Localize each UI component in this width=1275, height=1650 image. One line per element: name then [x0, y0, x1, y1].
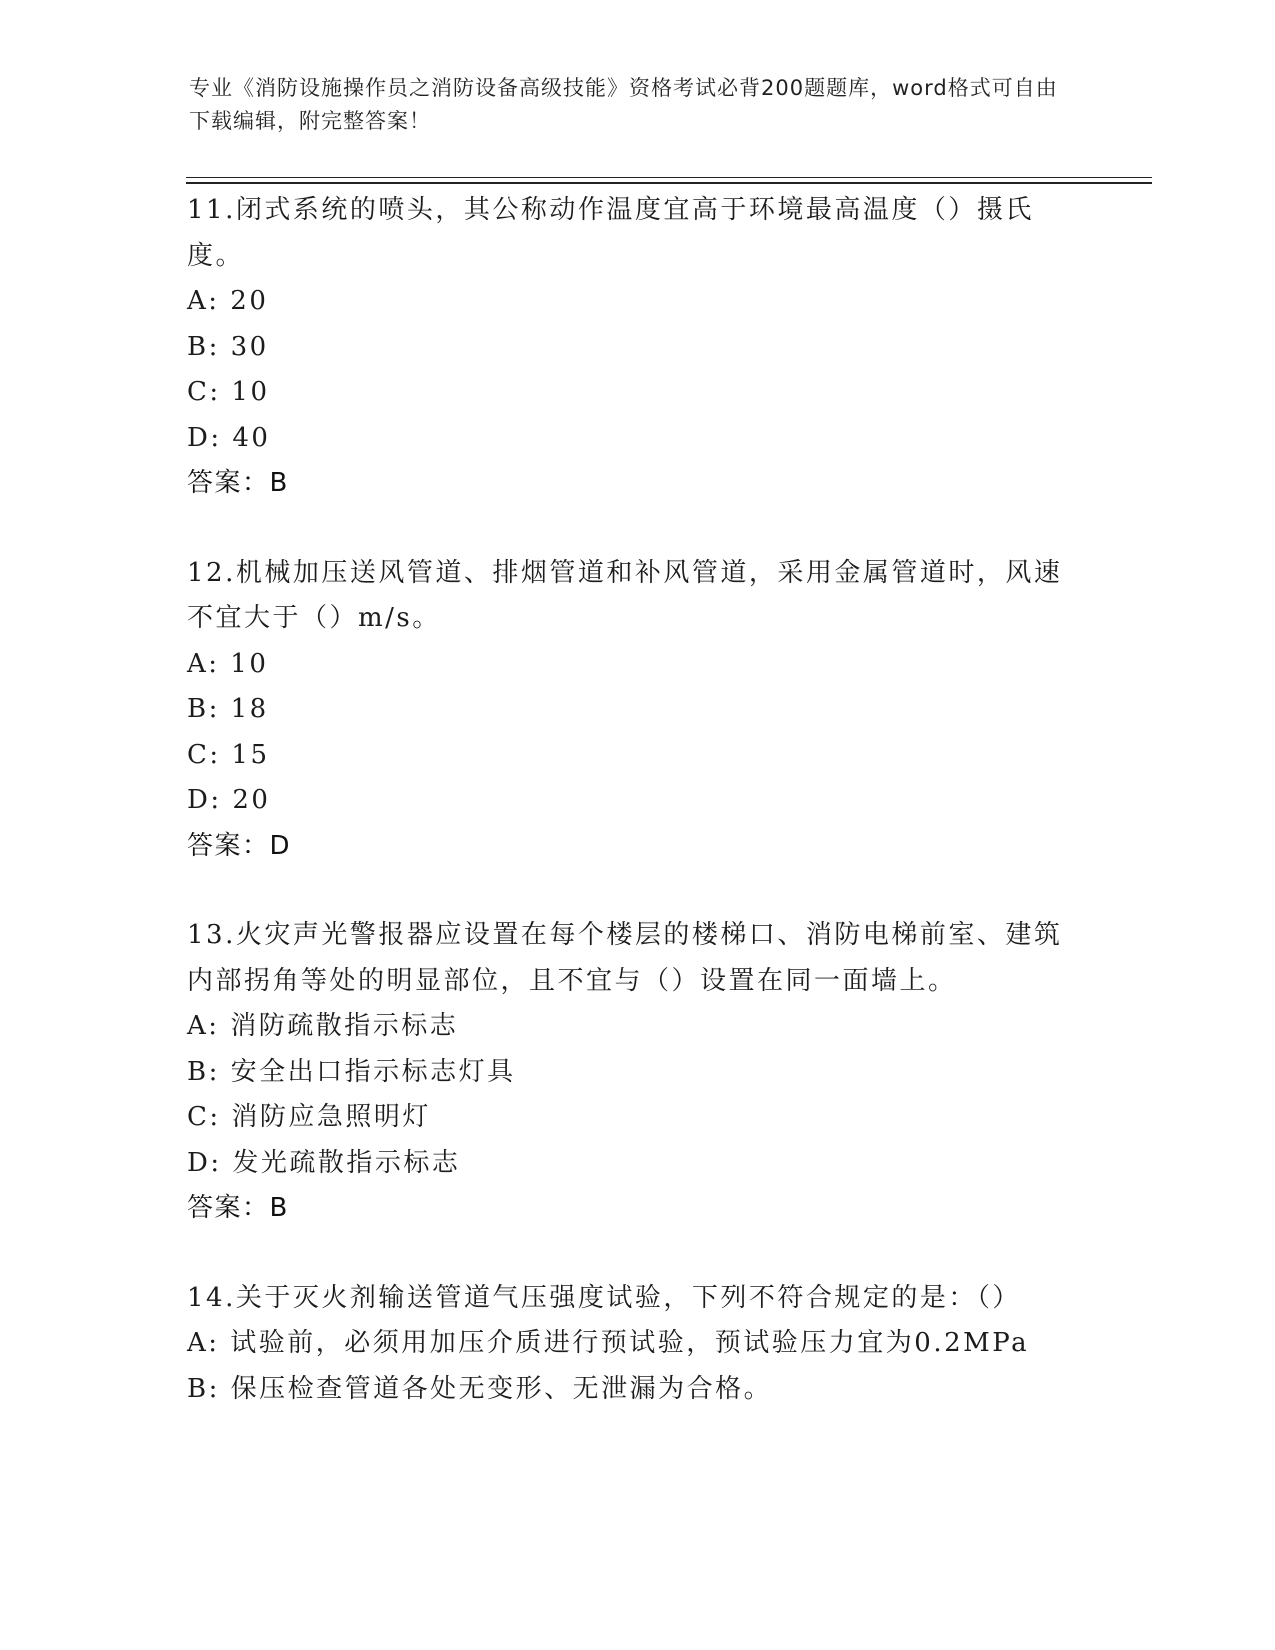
question-text: 13.火灾声光警报器应设置在每个楼层的楼梯口、消防电梯前室、建筑内部拐角等处的明显部位，且不宜与（）设置在同一面墙上。 [187, 920, 1063, 996]
question-text: 12.机械加压送风管道、排烟管道和补风管道，采用金属管道时，风速不宜大于（）m/s。 [187, 557, 1063, 633]
option-c: C: 10 [187, 377, 270, 407]
option-c: C: 15 [187, 739, 270, 770]
option-a: A: 10 [187, 648, 269, 679]
option-a: A: 试验前，必须用加压介质进行预试验，预试验压力宜为0.2MPa [187, 1328, 1030, 1358]
option-b: B: 18 [187, 694, 269, 724]
option-b: B: 30 [187, 331, 269, 362]
answer-label: 答案：B [187, 468, 289, 498]
header-divider-thick [186, 182, 1152, 184]
answer-label: 答案：D [187, 830, 292, 861]
option-a: A: 20 [187, 286, 269, 316]
option-d: D: 发光疏散指示标志 [187, 1147, 461, 1178]
option-a: A: 消防疏散指示标志 [187, 1011, 459, 1041]
document-header: 专业《消防设施操作员之消防设备高级技能》资格考试必背200题题库，word格式可自由下载编辑，附完整答案！ [189, 76, 1058, 133]
option-c: C: 消防应急照明灯 [187, 1102, 431, 1132]
question-text: 14.关于灭火剂输送管道气压强度试验，下列不符合规定的是：（） [187, 1282, 1021, 1313]
question-block [187, 188, 1077, 507]
header-divider-thin [186, 177, 1152, 178]
question-block [187, 913, 1077, 1232]
question-text: 11.闭式系统的喷头，其公称动作温度宜高于环境最高温度（）摄氏度。 [187, 195, 1034, 271]
option-b: B: 安全出口指示标志灯具 [187, 1056, 516, 1087]
option-b: B: 保压检查管道各处无变形、无泄漏为合格。 [187, 1373, 773, 1404]
question-block [187, 551, 1077, 870]
option-d: D: 40 [187, 422, 271, 453]
answer-label: 答案：B [187, 1193, 289, 1223]
question-block [187, 1276, 1077, 1413]
question-list [187, 188, 1077, 1412]
option-d: D: 20 [187, 785, 271, 815]
